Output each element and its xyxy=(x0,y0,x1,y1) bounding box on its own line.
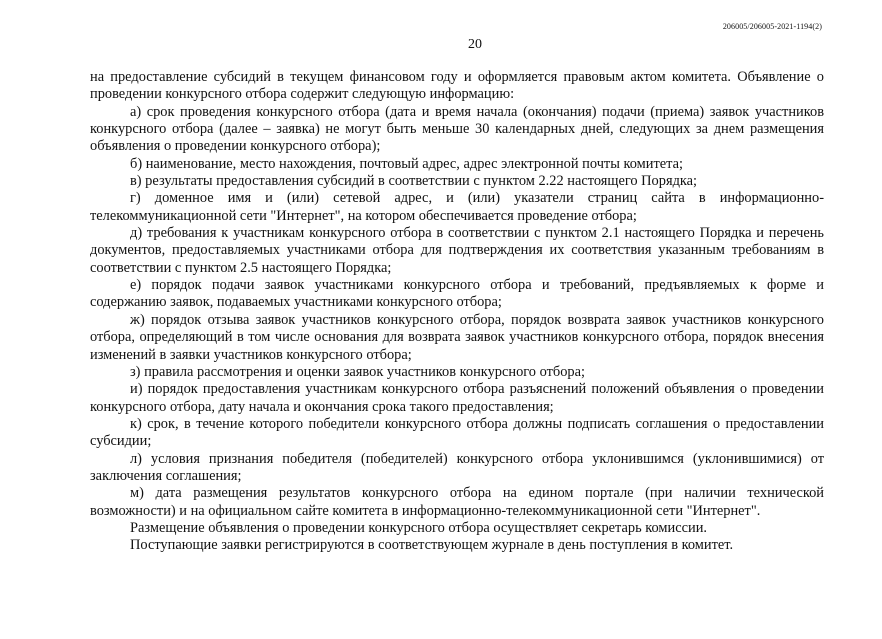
document-code: 206005/206005-2021-1194(2) xyxy=(722,22,822,31)
paragraph-item-a: а) срок проведения конкурсного отбора (дата и время начала (окончания) подачи (приема) заявок участников конкурсного отбора (далее – заявка) не могут быть меньше 30 календарных дней, следующих за днем размещения объявления о проведении конкурсного отбора); xyxy=(90,103,824,155)
paragraph-item-b: б) наименование, место нахождения, почтовый адрес, адрес электронной почты комитета; xyxy=(130,155,683,172)
paragraph-item-g: г) доменное имя и (или) сетевой адрес, и (или) указатели страниц сайта в информационно-телекоммуникационной сети "Интернет", на котором обеспечивается проведение отбора; xyxy=(90,190,824,224)
paragraph-item-v: в) результаты предоставления субсидий в соответствии с пунктом 2.22 настоящего Порядка; xyxy=(130,173,698,190)
paragraph-item-k: к) срок, в течение которого победители конкурсного отбора должны подписать соглашения о предоставлении субсидии; xyxy=(90,415,824,450)
paragraph-item-d: д) требования к участникам конкурсного отбора в соответствии с пунктом 2.1 настоящего Порядка и перечень документов, предоставляемых участниками отбора для подтверждения их соответствия указанным требованиям в соответствии с пунктом 2.5 настоящего Порядка; xyxy=(90,225,824,276)
paragraph-item-e: е) порядок подачи заявок участниками конкурсного отбора и требований, предъявляемых к форме и содержанию заявок, подаваемых участниками конкурсного отбора; xyxy=(90,277,824,311)
paragraph-item-zh: ж) порядок отзыва заявок участников конкурсного отбора, порядок возврата заявок участников конкурсного отбора, определяющий в том числе основания для возврата заявок участников конкурсного отбора, порядок внесения изменений в заявки участников конкурсного отбора; xyxy=(90,311,824,363)
page-number: 20 xyxy=(468,37,482,52)
paragraph-announcement-placement: Размещение объявления о проведении конкурсного отбора осуществляет секретарь комиссии. xyxy=(130,519,708,536)
paragraph-application-registration: Поступающие заявки регистрируются в соответствующем журнале в день поступления в комитет. xyxy=(130,537,734,554)
paragraph-item-l: л) условия признания победителя (победителей) конкурсного отбора уклонившимся (уклонившимися) от заключения соглашения; xyxy=(90,450,824,484)
paragraph-item-m: м) дата размещения результатов конкурсного отбора на едином портале (при наличии технической возможности) и на официальном сайте комитета в информационно-телекоммуникационной сети "Интернет". xyxy=(90,485,824,519)
paragraph-item-i: и) порядок предоставления участникам конкурсного отбора разъяснений положений объявления о проведении конкурсного отбора, дату начала и окончания срока такого предоставления; xyxy=(90,381,824,415)
document-body xyxy=(90,69,824,555)
paragraph-item-z: з) правила рассмотрения и оценки заявок участников конкурсного отбора; xyxy=(130,363,585,380)
paragraph-continuation: на предоставление субсидий в текущем финансовом году и оформляется правовым актом комитета. Объявление о проведении конкурсного отбора содержит следующую информацию: xyxy=(90,69,824,103)
